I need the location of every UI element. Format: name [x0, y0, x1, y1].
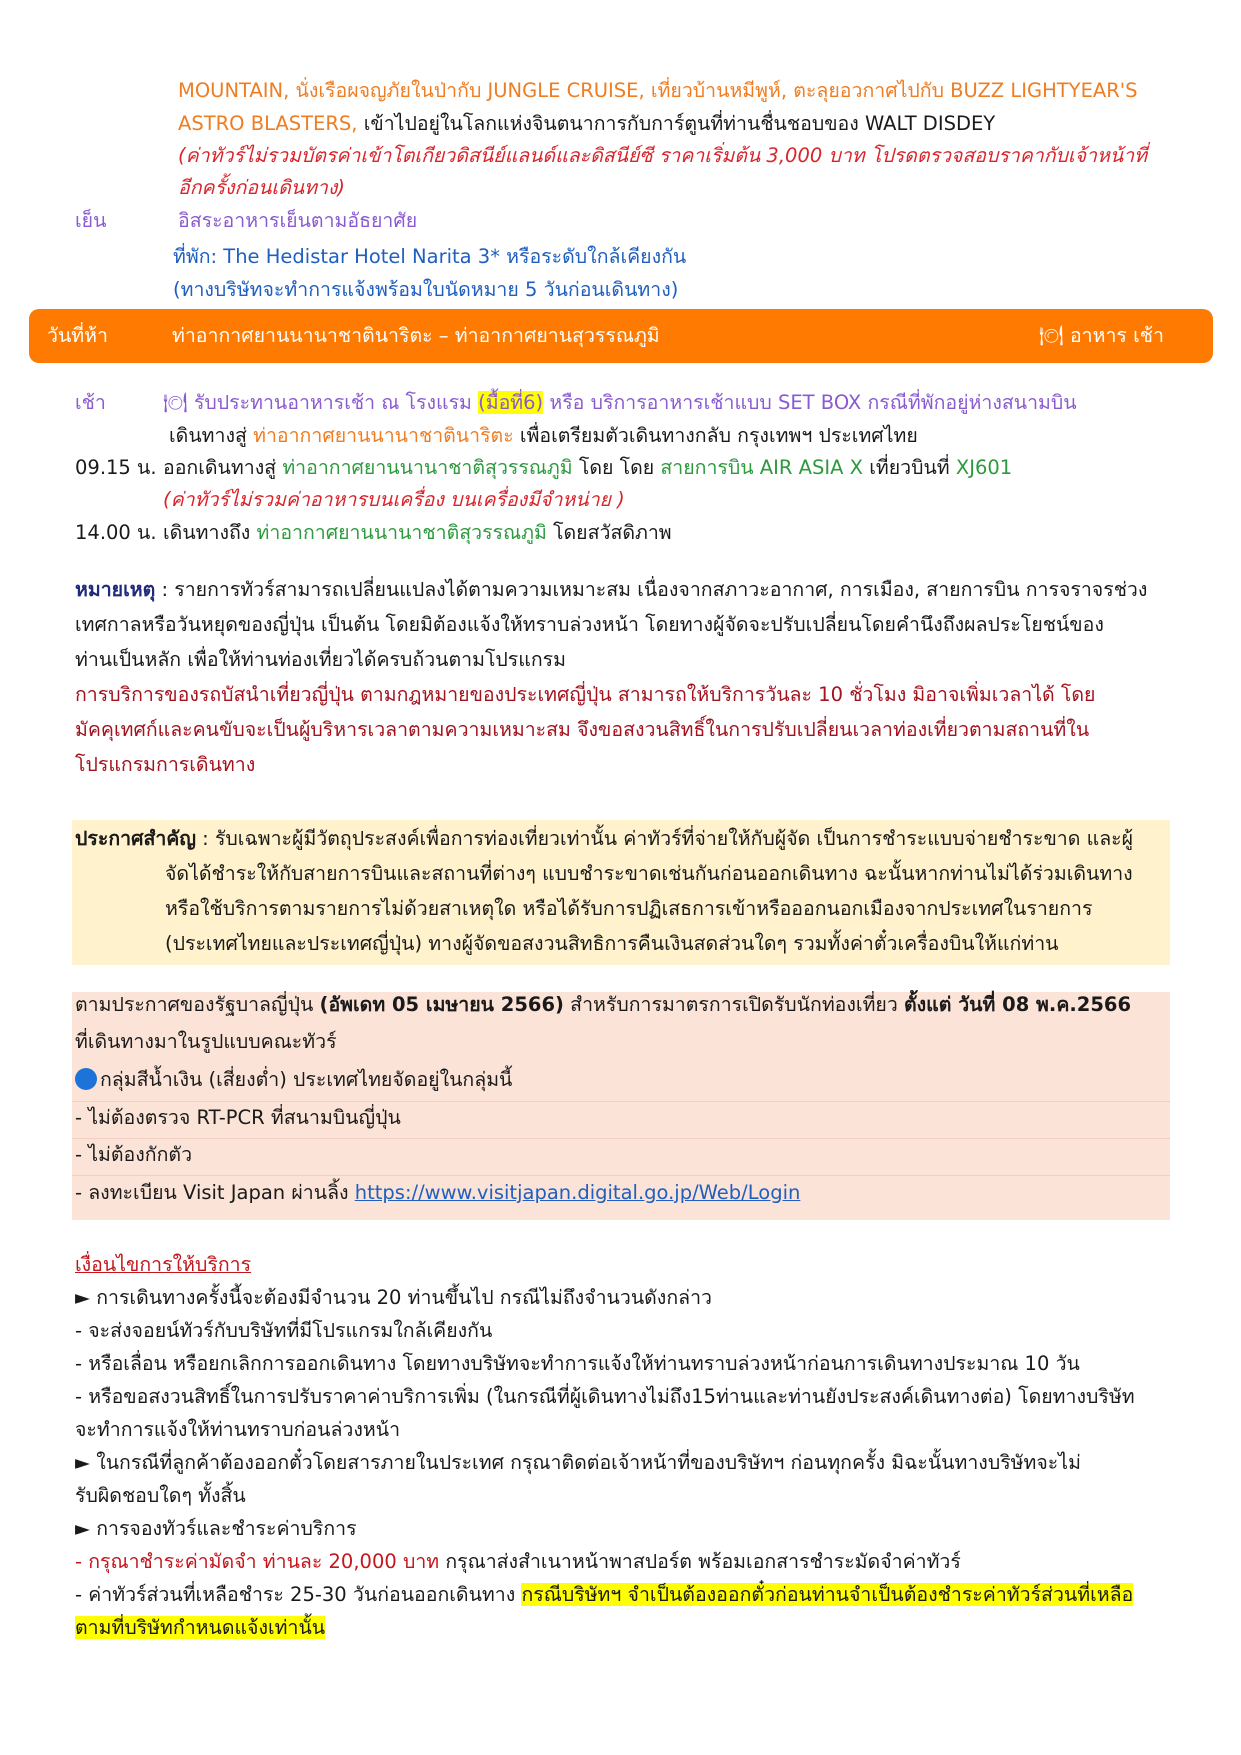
airline-name: สายการบิน AIR ASIA X [660, 456, 863, 479]
condition-line: ► การเดินทางครั้งนี้จะต้องมีจำนวน 20 ท่านขึ้นไป กรณีไม่ถึงจำนวนดังกล่าว [75, 1286, 712, 1309]
gov-text: สำหรับการมาตรการเปิดรับนักท่องเที่ยว [563, 993, 904, 1016]
time-0915: 09.15 น. [75, 456, 157, 479]
notice-label: ประกาศสำคัญ [75, 827, 196, 850]
travel-text: เดินทางสู่ [169, 424, 254, 447]
gov-line: ที่เดินทางมาในรูปแบบคณะทัวร์ [75, 1030, 337, 1053]
airport-name: ท่าอากาศยานนานาชาติสุวรรณภูมิ [256, 521, 547, 544]
meal-onboard-note: (ค่าทัวร์ไม่รวมค่าอาหารบนเครื่อง บนเครื่องมีจำหน่าย ) [163, 488, 625, 511]
gov-text: กลุ่มสีน้ำเงิน (เสี่ยงต่ำ) ประเทศไทยจัดอยู่ในกลุ่มนี้ [100, 1068, 513, 1091]
gov-line: - ไม่ต้องตรวจ RT-PCR ที่สนามบินญี่ปุ่น [75, 1106, 401, 1129]
condition-line [75, 1580, 1133, 1610]
gov-text: - ลงทะเบียน Visit Japan ผ่านลิ้ง [75, 1181, 355, 1204]
gov-text: ตามประกาศของรัฐบาลญี่ปุ่น [75, 993, 320, 1016]
arrival-text: เดินทางถึง [163, 521, 257, 544]
remark-line: ท่านเป็นหลัก เพื่อให้ท่านท่องเที่ยวได้ครบถ้วนตามโปรแกรม [75, 648, 566, 671]
remark-label: หมายเหตุ [75, 578, 156, 601]
condition-line: - จะส่งจอยน์ทัวร์กับบริษัทที่มีโปรแกรมใกล้เคียงกัน [75, 1319, 493, 1342]
row-divider [72, 1138, 1170, 1139]
program-text: เข้าไปอยู่ในโลกแห่งจินตนาการกับการ์ตูนที่ท่านชื่นชอบของ WALT DISDEY [357, 112, 996, 135]
remark-line [75, 575, 1147, 605]
travel-text: เพื่อเตรียมตัวเดินทางกลับ กรุงเทพฯ ประเทศไทย [513, 424, 918, 447]
condition-text: กรุณาส่งสำเนาหน้าพาสปอร์ต พร้อมเอกสารชำระมัดจำค่าทัวร์ [439, 1550, 961, 1573]
day-label: วันที่ห้า [47, 324, 108, 347]
row-divider [72, 1175, 1170, 1176]
flight-number: XJ601 [955, 456, 1013, 479]
bus-service-line: มัคคุเทศก์และคนขับจะเป็นผู้บริหารเวลาตามความเหมาะสม จึงขอสงวนสิทธิ์ในการปรับเปลี่ยนเวลาท่องเที่ยวตามสถานที่ใน [75, 718, 1090, 741]
notice-text: : รับเฉพาะผู้มีวัตถุประสงค์เพื่อการท่องเที่ยวเท่านั้น ค่าทัวร์ที่จ่ายให้กับผู้จัด เป็นการชำระแบบจ่ายชำระขาด และผู้ [195, 827, 1134, 850]
update-date: (อัพเดท 05 เมษายน 2566) [319, 993, 564, 1016]
morning-label: เช้า [75, 391, 106, 414]
remark-line: เทศกาลหรือวันหยุดของญี่ปุ่น เป็นต้น โดยมิต้องแจ้งให้ทราบล่วงหน้า โดยทางผู้จัดจะปรับเปลี่ยนโดยคำนึงถึงผลประโยชน์ของ [75, 613, 1104, 636]
time-1400: 14.00 น. [75, 521, 157, 544]
gov-line [75, 990, 1131, 1020]
gov-line [75, 1178, 800, 1208]
dinner-label: เย็น [75, 209, 107, 232]
gov-line: - ไม่ต้องกักตัว [75, 1143, 193, 1166]
notice-line: (ประเทศไทยและประเทศญี่ปุ่น) ทางผู้จัดขอสงวนสิทธิการคืนเงินสดส่วนใดๆ รวมทั้งค่าตั๋วเครื่องบินให้แก่ท่าน [165, 932, 1059, 955]
ticket-note: อีกครั้งก่อนเดินทาง) [178, 176, 345, 199]
condition-line: - หรือขอสงวนสิทธิ์ในการปรับราคาค่าบริการเพิ่ม (ในกรณีที่ผู้เดินทางไม่ถึง15ท่านและท่านยังประสงค์เดินทางต่อ) โดยทางบริษัท [75, 1385, 1135, 1408]
hotel-text: ที่พัก: The Hedistar Hotel Narita 3* หรือระดับใกล้เคียงกัน [173, 245, 687, 268]
highlighted-condition: ตามที่บริษัทกำหนดแจ้งเท่านั้น [75, 1616, 326, 1639]
condition-text: - ค่าทัวร์ส่วนที่เหลือชำระ 25-30 วันก่อนออกเดินทาง [75, 1583, 522, 1606]
condition-line: จะทำการแจ้งให้ท่านทราบก่อนล่วงหน้า [75, 1418, 401, 1441]
hotel-note: (ทางบริษัทจะทำการแจ้งพร้อมใบนัดหมาย 5 วันก่อนเดินทาง) [173, 278, 679, 301]
notice-line: จัดได้ชำระให้กับสายการบินและสถานที่ต่างๆ แบบชำระขาดเช่นกันก่อนออกเดินทาง ฉะนั้นหากท่านไม่ได้ร่วมเดินทาง [165, 862, 1133, 885]
day-meals: 🍽 อาหาร เช้า [1039, 324, 1164, 347]
effective-date: ตั้งแต่ วันที่ 08 พ.ค.2566 [904, 993, 1132, 1016]
departure-text: เที่ยวบินที่ [863, 456, 956, 479]
attraction-name: ASTRO BLASTERS, [178, 112, 358, 135]
meal-number: (มื้อที่6) [478, 391, 544, 414]
breakfast-text: หรือ บริการอาหารเช้าแบบ SET BOX กรณีที่พักอยู่ห่างสนามบิน [543, 391, 1077, 414]
day-route: ท่าอากาศยานนานาชาตินาริตะ – ท่าอากาศยานสุวรรณภูมิ [172, 324, 660, 347]
breakfast-text: 🍽 รับประทานอาหารเช้า ณ โรงแรม [163, 391, 479, 414]
airport-name: ท่าอากาศยานนานาชาตินาริตะ [253, 424, 514, 447]
gov-line [75, 1065, 512, 1095]
conditions-title: เงื่อนไขการให้บริการ [75, 1253, 252, 1276]
condition-line: รับผิดชอบใดๆ ทั้งสิ้น [75, 1484, 246, 1507]
remark-text: : รายการทัวร์สามารถเปลี่ยนแปลงได้ตามความเหมาะสม เนื่องจากสภาวะอากาศ, การเมือง, สายการบิน การจราจรช่วง [155, 578, 1148, 601]
blue-circle-icon [75, 1068, 97, 1090]
notice-line: หรือใช้บริการตามรายการไม่ด้วยสาเหตุใด หรือได้รับการปฏิเสธการเข้าหรือออกนอกเมืองจากประเทศในรายการ [165, 897, 1093, 920]
breakfast-line [163, 388, 1077, 418]
row-divider [72, 1101, 1170, 1102]
departure-text: ออกเดินทางสู่ [163, 456, 283, 479]
departure-line [163, 453, 1012, 483]
departure-text: โดย โดย [572, 456, 661, 479]
program-text-line: MOUNTAIN, นั่งเรือผจญภัยในป่ากับ JUNGLE CRUISE, เที่ยวบ้านหมีพูห์, ตะลุยอวกาศไปกับ BUZZ LIGHTYEAR'S [178, 79, 1138, 102]
travel-line [169, 421, 918, 451]
arrival-text: โดยสวัสดิภาพ [546, 521, 672, 544]
arrival-line [163, 518, 672, 548]
highlighted-condition: กรณีบริษัทฯ จำเป็นต้องออกตั๋วก่อนท่านจำเป็นต้องชำระค่าทัวร์ส่วนที่เหลือ [521, 1583, 1134, 1606]
dinner-text: อิสระอาหารเย็นตามอัธยาศัย [178, 209, 418, 232]
condition-line: ► การจองทัวร์และชำระค่าบริการ [75, 1517, 357, 1540]
airport-name: ท่าอากาศยานนานาชาติสุวรรณภูมิ [282, 456, 573, 479]
ticket-note: (ค่าทัวร์ไม่รวมบัตรค่าเข้าโตเกียวดิสนีย์แลนด์และดิสนีย์ซี ราคาเริ่มต้น 3,000 บาท โปรดตรวจสอบราคากับเจ้าหน้าที่ [178, 144, 1147, 167]
condition-line [75, 1613, 325, 1643]
day-header-bar [29, 309, 1213, 363]
visit-japan-link[interactable]: https://www.visitjapan.digital.go.jp/Web/Login [354, 1181, 801, 1204]
condition-line: - หรือเลื่อน หรือยกเลิกการออกเดินทาง โดยทางบริษัทจะทำการแจ้งให้ท่านทราบล่วงหน้าก่อนการเดินทางประมาณ 10 วัน [75, 1352, 1080, 1375]
condition-line: ► ในกรณีที่ลูกค้าต้องออกตั๋วโดยสารภายในประเทศ กรุณาติดต่อเจ้าหน้าที่ของบริษัทฯ ก่อนทุกครั้ง มิฉะนั้นทางบริษัทจะไม่ [75, 1451, 1081, 1474]
condition-line [75, 1547, 961, 1577]
bus-service-line: การบริการของรถบัสนำเที่ยวญี่ปุ่น ตามกฎหมายของประเทศญี่ปุ่น สามารถให้บริการวันละ 10 ชั่วโมง มิอาจเพิ่มเวลาได้ โดย [75, 683, 1096, 706]
deposit-text: - กรุณาชำระค่ามัดจำ ท่านละ 20,000 บาท [75, 1550, 440, 1573]
notice-line [75, 824, 1133, 854]
program-text-line [178, 109, 995, 139]
bus-service-line: โปรแกรมการเดินทาง [75, 753, 256, 776]
